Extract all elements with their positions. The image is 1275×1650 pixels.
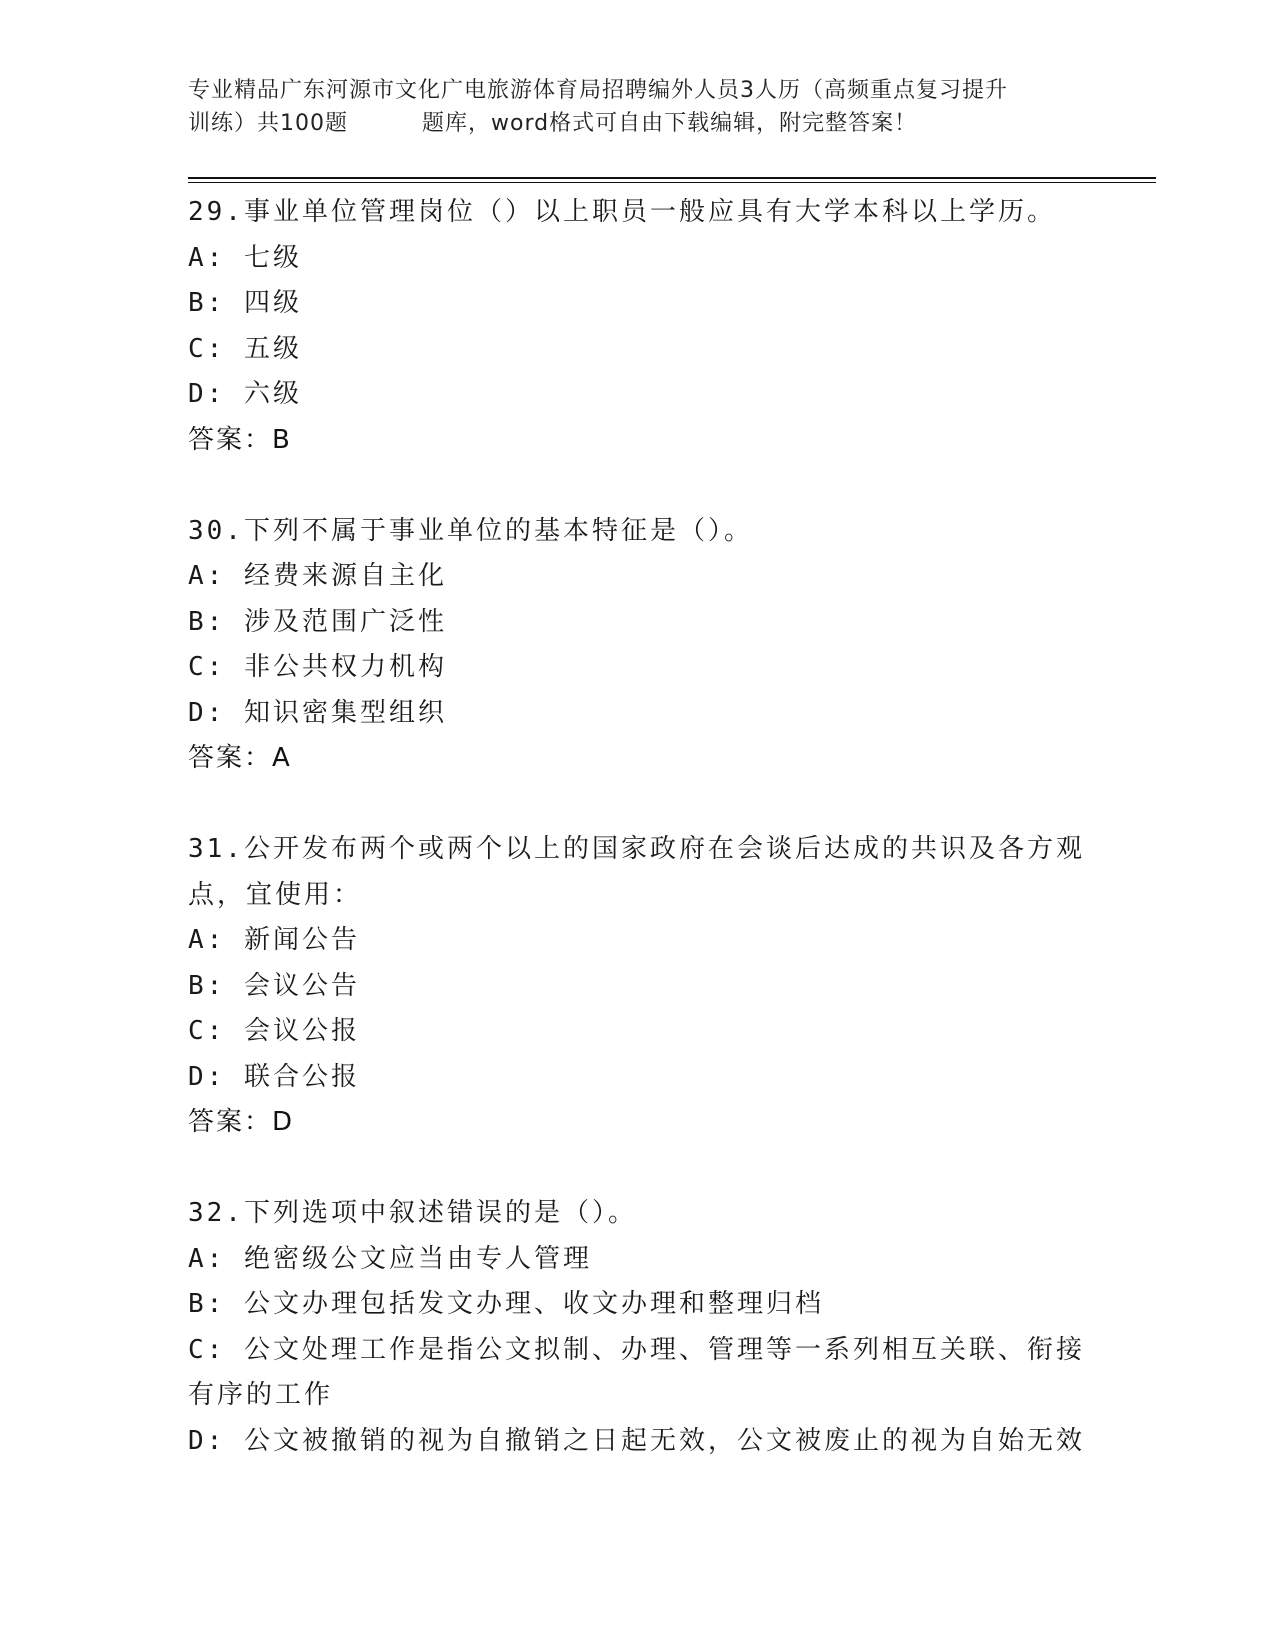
answer: 答案：A bbox=[188, 743, 292, 773]
document-header bbox=[188, 74, 1088, 140]
question-stem: 30.下列不属于事业单位的基本特征是（）。 bbox=[188, 515, 753, 546]
answer: 答案：D bbox=[188, 1107, 295, 1137]
option-b: B: 会议公告 bbox=[188, 970, 360, 1001]
option-c: C: 会议公报 bbox=[188, 1016, 360, 1046]
answer: 答案：B bbox=[188, 424, 292, 455]
question-stem: 29.事业单位管理岗位（）以上职员一般应具有大学本科以上学历。 bbox=[188, 197, 1056, 227]
option-c: C: 公文处理工作是指公文拟制、办理、管理等一系列相互关联、衔接 bbox=[188, 1334, 1085, 1365]
header-divider-thin bbox=[188, 182, 1156, 183]
option-d: D: 联合公报 bbox=[188, 1061, 360, 1092]
question-stem: 32.下列选项中叙述错误的是（）。 bbox=[188, 1198, 637, 1228]
option-b: B: 涉及范围广泛性 bbox=[188, 606, 447, 637]
header-divider-thick bbox=[188, 177, 1156, 179]
question-30 bbox=[188, 509, 1088, 782]
header-line-2-part-2: 题库，word格式可自由下载编辑，附完整答案！ bbox=[422, 111, 918, 136]
question-list bbox=[188, 190, 1088, 1464]
option-a: A: 经费来源自主化 bbox=[188, 561, 447, 591]
header-line-2 bbox=[188, 107, 1088, 140]
question-29 bbox=[188, 190, 1088, 463]
option-d: D: 公文被撤销的视为自撤销之日起无效，公文被废止的视为自始无效 bbox=[188, 1425, 1085, 1456]
question-stem-line-2: 点，宜使用： bbox=[188, 879, 363, 910]
question-stem-line-1: 31.公开发布两个或两个以上的国家政府在会谈后达成的共识及各方观 bbox=[188, 834, 1085, 864]
option-b: B: 四级 bbox=[188, 288, 302, 318]
question-31 bbox=[188, 827, 1088, 1146]
header-line-2-part-1: 训练）共100题 bbox=[188, 111, 348, 136]
option-a: A: 七级 bbox=[188, 242, 302, 273]
option-d: D: 六级 bbox=[188, 379, 302, 409]
option-c: C: 五级 bbox=[188, 333, 302, 364]
option-d: D: 知识密集型组织 bbox=[188, 697, 447, 728]
option-a: A: 新闻公告 bbox=[188, 925, 360, 955]
option-b: B: 公文办理包括发文办理、收文办理和整理归档 bbox=[188, 1289, 824, 1319]
option-a: A: 绝密级公文应当由专人管理 bbox=[188, 1243, 592, 1274]
header-line-1: 专业精品广东河源市文化广电旅游体育局招聘编外人员3人历（高频重点复习提升 bbox=[188, 78, 1008, 103]
option-c: C: 非公共权力机构 bbox=[188, 652, 447, 682]
question-32 bbox=[188, 1191, 1088, 1464]
option-c-continued: 有序的工作 bbox=[188, 1380, 334, 1410]
